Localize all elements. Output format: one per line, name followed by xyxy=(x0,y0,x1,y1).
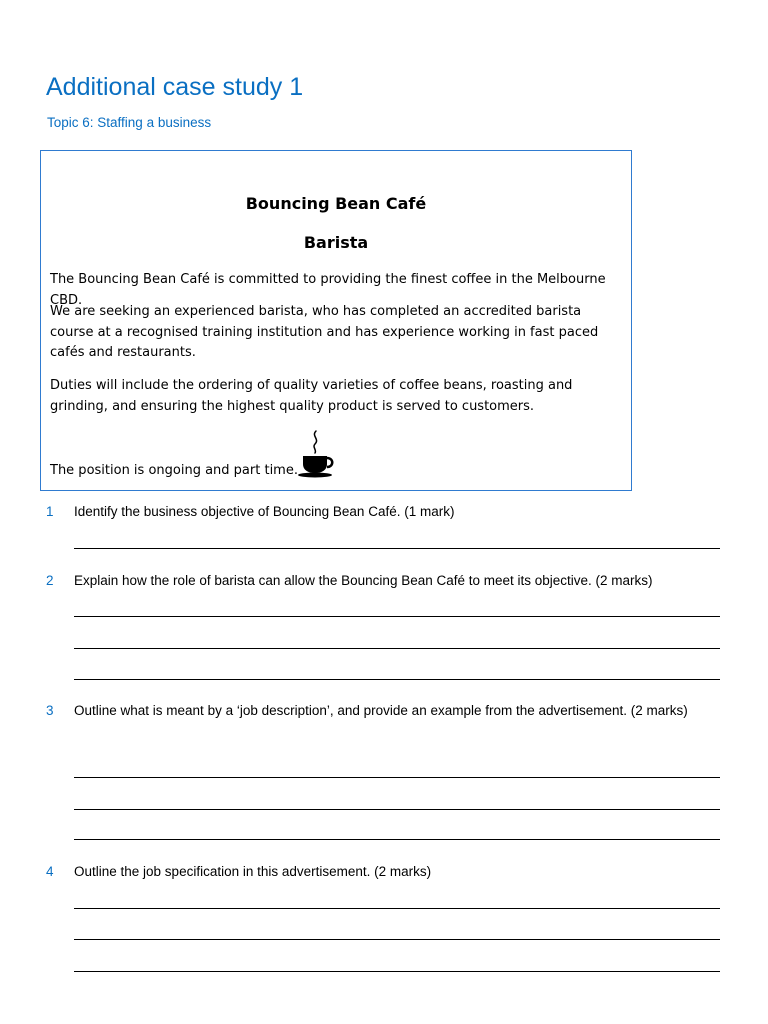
question-number: 3 xyxy=(46,703,54,718)
case-paragraph: Duties will include the ordering of quality varieties of coffee beans, roasting and grinding, and ensuring the highest quality product is served to customers. xyxy=(50,378,573,414)
coffee-cup-icon xyxy=(296,429,338,479)
position-line: The position is ongoing and part time. xyxy=(50,463,298,478)
question-number: 4 xyxy=(46,864,54,879)
answer-line[interactable] xyxy=(74,939,720,940)
cafe-name-heading: Bouncing Bean Café xyxy=(245,194,427,213)
question-number: 2 xyxy=(46,573,54,588)
case-paragraph: The Bouncing Bean Café is committed to providing the finest coffee in the Melbourne CBD. xyxy=(50,272,606,308)
answer-line[interactable] xyxy=(74,908,720,909)
answer-line[interactable] xyxy=(74,839,720,840)
question-text: Explain how the role of barista can allow the Bouncing Bean Café to meet its objective. (2 marks) xyxy=(74,573,653,588)
answer-line[interactable] xyxy=(74,548,720,549)
job-title-heading: Barista xyxy=(303,233,369,252)
answer-line[interactable] xyxy=(74,809,720,810)
answer-line[interactable] xyxy=(74,777,720,778)
answer-line[interactable] xyxy=(74,648,720,649)
page-title: Additional case study 1 xyxy=(46,73,304,101)
question-text: Outline the job specification in this advertisement. (2 marks) xyxy=(74,864,432,879)
answer-line[interactable] xyxy=(74,616,720,617)
topic-subtitle: Topic 6: Staffing a business xyxy=(47,115,212,130)
question-text: Outline what is meant by a ‘job description’, and provide an example from the advertisement. (2 marks) xyxy=(74,703,688,718)
case-paragraph: We are seeking an experienced barista, who has completed an accredited barista course at a recognised training institution and has experience working in fast paced cafés and restaurants. xyxy=(50,304,599,360)
question-text: Identify the business objective of Bouncing Bean Café. (1 mark) xyxy=(74,504,455,519)
answer-line[interactable] xyxy=(74,971,720,972)
answer-line[interactable] xyxy=(74,679,720,680)
case-study-box xyxy=(40,150,632,491)
question-number: 1 xyxy=(46,504,54,519)
